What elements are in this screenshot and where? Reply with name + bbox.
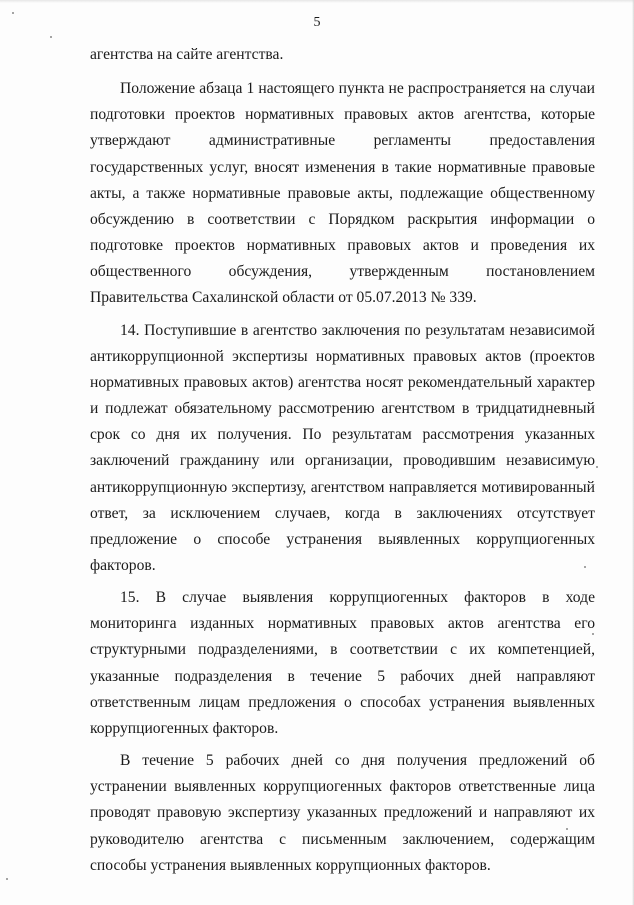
- scan-speck: [584, 566, 586, 568]
- page-number: 5: [313, 15, 321, 30]
- scan-speck: [566, 828, 568, 830]
- scan-speck: [12, 12, 14, 14]
- scan-speck: [50, 36, 52, 38]
- document-body: [90, 42, 595, 885]
- scan-speck: [596, 466, 598, 468]
- scan-speck: [592, 633, 594, 635]
- paragraph-item-14: 14. Поступившие в агентство заключения по результатам независимой антикоррупционной экспертизы нормативных правовых актов (проектов нормативных правовых актов) агентства носят рекомендательный характер и подлежат обязательному рассмотрению агентством в тридцатидневный срок со дня их получения. По результатам рассмотрения указанных заключений гражданину или организации, проводившим независимую антикоррупционную экспертизу, агентством направляется мотивированный ответ, за исключением случаев, когда в заключениях отсутствует предложение о способе устранения выявленных коррупциогенных факторов.: [90, 321, 595, 574]
- scan-speck: [6, 878, 8, 880]
- paragraph-item-15: 15. В случае выявления коррупциогенных факторов в ходе мониторинга изданных нормативных правовых актов агентства его структурными подразделениями, в соответствии с их компетенцией, указанные подразделения в течение 5 рабочих дней направляют ответственным лицам предложения о способах устранения выявленных коррупциогенных факторов.: [90, 589, 595, 737]
- paragraph-exception: Положение абзаца 1 настоящего пункта не распространяется на случаи подготовки проектов нормативных правовых актов агентства, которые утверждают административные регламенты предоставления государственных услуг, вносят изменения в такие нормативные правовые акты, а также нормативные правовые акты, подлежащие общественному обсуждению в соответствии с Порядком раскрытия информации о подготовке проектов нормативных правовых актов и проведения их общественного обсуждения, утвержденным постановлением Правительства Сахалинской области от 05.07.2013 № 339.: [90, 80, 595, 307]
- paragraph-review-period: В течение 5 рабочих дней со дня получения предложений об устранении выявленных коррупциогенных факторов ответственные лица проводят правовую экспертизу указанных предложений и направляют их руководителю агентства с письменным заключением, содержащим способы устранения выявленных коррупционных факторов.: [90, 752, 595, 874]
- scan-edge-top: [0, 0, 634, 3]
- paragraph-continuation: агентства на сайте агентства.: [90, 46, 284, 63]
